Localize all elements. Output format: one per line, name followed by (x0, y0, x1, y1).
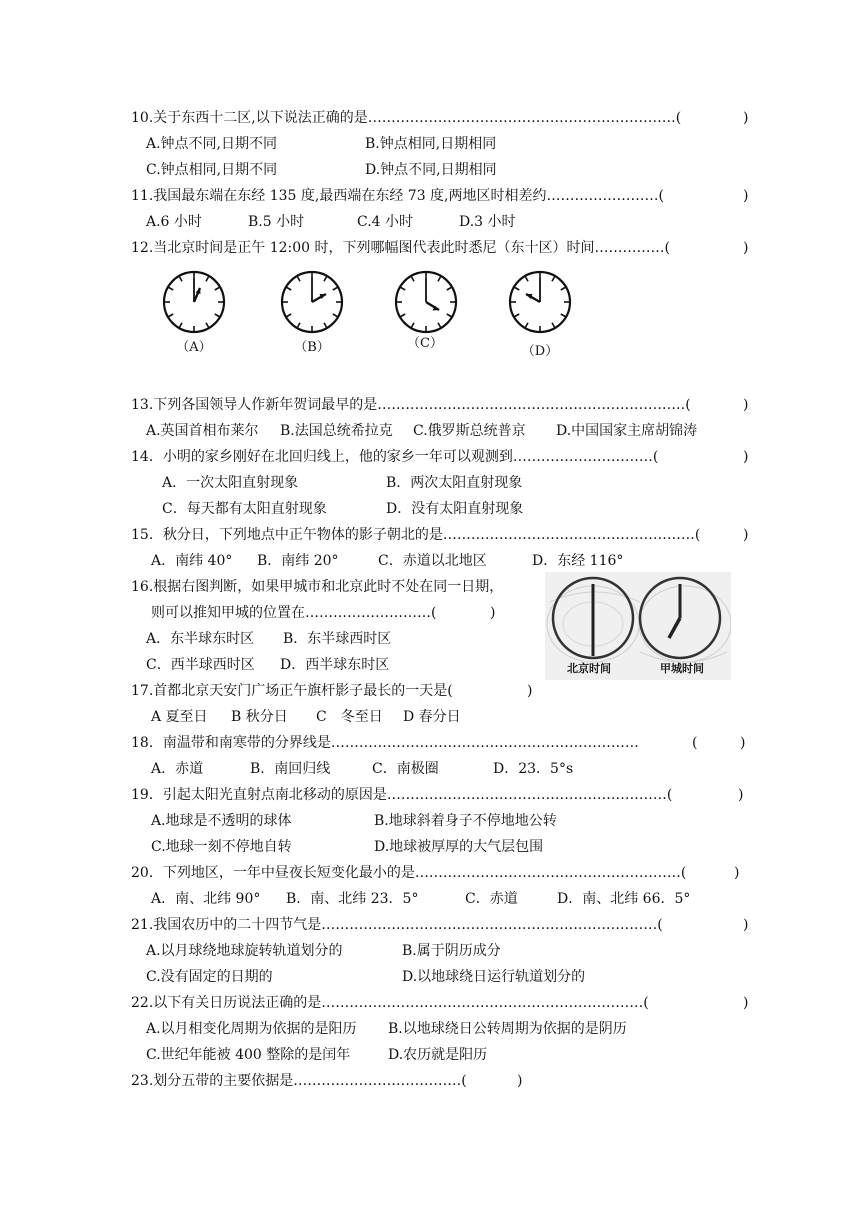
option-10a: A.钟点不同,日期不同 (146, 136, 278, 152)
answer-paren-23: ) (517, 1073, 523, 1089)
beijing-time-label: 北京时间 (567, 662, 611, 675)
option-10c: C.钟点相同,日期不同 (146, 162, 278, 178)
clock-c (394, 270, 464, 360)
option-14c: C．每天都有太阳直射现象 (162, 501, 327, 517)
question-18: 18．南温带和南寒带的分界线是………………………………………………………… (131, 735, 639, 751)
option-22d: D.农历就是阳历 (388, 1047, 488, 1063)
option-16a: A．东半球东时区 (146, 631, 255, 647)
question-21: 21.我国农历中的二十四节气是………………………………………………………………( (131, 917, 663, 933)
answer-paren-11: ) (743, 188, 749, 204)
option-16d: D．西半球东时区 (280, 657, 390, 673)
question-16: 16.根据右图判断，如果甲城市和北京此时不处在同一日期， (131, 579, 504, 595)
question-23: 23.划分五带的主要依据是………………………………( (131, 1073, 467, 1089)
option-20d: D．南、北纬 66．5° (557, 891, 691, 907)
option-22b: B.以地球绕日公转周期为依据的是阴历 (388, 1021, 627, 1037)
option-16b: B．东半球西时区 (283, 631, 392, 647)
answer-paren-22: ) (743, 995, 749, 1011)
clock-a (162, 270, 232, 360)
clock-label-c: （C） (407, 336, 443, 351)
option-11a: A.6 小时 (146, 214, 202, 230)
option-17b: B 秋分日 (231, 709, 288, 725)
clock-options (150, 270, 600, 365)
answer-paren-21: ) (743, 917, 749, 933)
answer-paren-20: ) (734, 865, 740, 881)
answer-paren-15: ) (743, 527, 749, 543)
clock-b (280, 270, 350, 360)
option-18b: B．南回归线 (250, 761, 331, 777)
question-13: 13.下列各国领导人作新年贺词最早的是…………………………………………………………( (131, 397, 691, 413)
clock-label-d: （D） (521, 344, 559, 359)
option-13d: D.中国国家主席胡锦涛 (556, 423, 698, 439)
option-21c: C.没有固定的日期的 (146, 969, 273, 985)
option-14b: B．两次太阳直射现象 (386, 475, 523, 491)
clock-label-a: （A） (176, 340, 212, 355)
clock-d (508, 270, 578, 360)
option-15d: D．东经 116° (532, 553, 624, 569)
option-19d: D.地球被厚厚的大气层包围 (374, 839, 544, 855)
clock-label-b: （B） (294, 340, 330, 355)
option-14a: A．一次太阳直射现象 (162, 475, 299, 491)
question-12: 12.当北京时间是正午 12:00 时，下列哪幅图代表此时悉尼（东十区）时间……………( (131, 240, 670, 256)
option-18a: A．赤道 (151, 761, 204, 777)
option-17c: C 冬至日 (316, 709, 383, 725)
question-16-continued: 则可以推知甲城的位置在………………………( (151, 605, 437, 621)
answer-paren-17: ) (527, 683, 533, 699)
option-20b: B．南、北纬 23．5° (286, 891, 419, 907)
answer-paren-14: ) (743, 449, 749, 465)
answer-paren-18-open: ( (692, 735, 698, 751)
option-21b: B.属于阴历成分 (402, 943, 501, 959)
option-15a: A．南纬 40° (151, 553, 233, 569)
question-11: 11.我国最东端在东经 135 度,最西端在东经 73 度,两地区时相差约……………………( (131, 188, 664, 204)
option-20a: A．南、北纬 90° (151, 891, 261, 907)
answer-paren-10: ) (743, 110, 749, 126)
question-14: 14．小明的家乡刚好在北回归线上，他的家乡一年可以观测到…………………………( (131, 449, 659, 465)
question-15: 15．秋分日，下列地点中正午物体的影子朝北的是………………………………………………( (131, 527, 701, 543)
option-17a: A 夏至日 (151, 709, 208, 725)
answer-paren-19: ) (738, 787, 744, 803)
answer-paren-18: ) (740, 735, 746, 751)
question-17: 17.首都北京天安门广场正午旗杆影子最长的一天是( (131, 683, 453, 699)
option-21d: D.以地球绕日运行轨道划分的 (402, 969, 586, 985)
option-10d: D.钟点不同,日期相同 (365, 162, 497, 178)
option-19a: A.地球是不透明的球体 (151, 813, 292, 829)
question-10: 10.关于东西十二区,以下说法正确的是…………………………………………………………( (131, 110, 682, 126)
option-22c: C.世纪年能被 400 整除的是闰年 (146, 1047, 351, 1063)
option-15b: B．南纬 20° (257, 553, 339, 569)
answer-paren-16: ) (490, 605, 496, 621)
option-18c: C．南极圈 (372, 761, 439, 777)
option-13a: A.英国首相布莱尔 (146, 423, 259, 439)
option-19c: C.地球一刻不停地自转 (151, 839, 292, 855)
option-21a: A.以月球绕地球旋转轨道划分的 (146, 943, 343, 959)
option-13b: B.法国总统希拉克 (280, 423, 393, 439)
option-19b: B.地球斜着身子不停地地公转 (374, 813, 557, 829)
option-11c: C.4 小时 (357, 214, 414, 230)
option-16c: C．西半球西时区 (146, 657, 255, 673)
answer-paren-12: ) (743, 240, 749, 256)
option-20c: C．赤道 (465, 891, 518, 907)
option-14d: D．没有太阳直射现象 (386, 501, 524, 517)
option-10b: B.钟点相同,日期相同 (365, 136, 497, 152)
question-19: 19．引起太阳光直射点南北移动的原因是……………………………………………………( (131, 787, 673, 803)
option-17d: D 春分日 (403, 709, 461, 725)
option-22a: A.以月相变化周期为依据的是阳历 (146, 1021, 357, 1037)
option-15c: C．赤道以北地区 (378, 553, 487, 569)
city-jia-time-label: 甲城时间 (660, 662, 704, 675)
option-11b: B.5 小时 (248, 214, 305, 230)
option-11d: D.3 小时 (459, 214, 516, 230)
answer-paren-13: ) (743, 397, 749, 413)
option-18d: D．23．5°s (493, 761, 574, 777)
question-22: 22.以下有关日历说法正确的是……………………………………………………………( (131, 995, 649, 1011)
question-20: 20．下列地区，一年中昼夜长短变化最小的是…………………………………………………( (131, 865, 687, 881)
timezone-clock-image (545, 572, 731, 680)
option-13c: C.俄罗斯总统普京 (413, 423, 526, 439)
